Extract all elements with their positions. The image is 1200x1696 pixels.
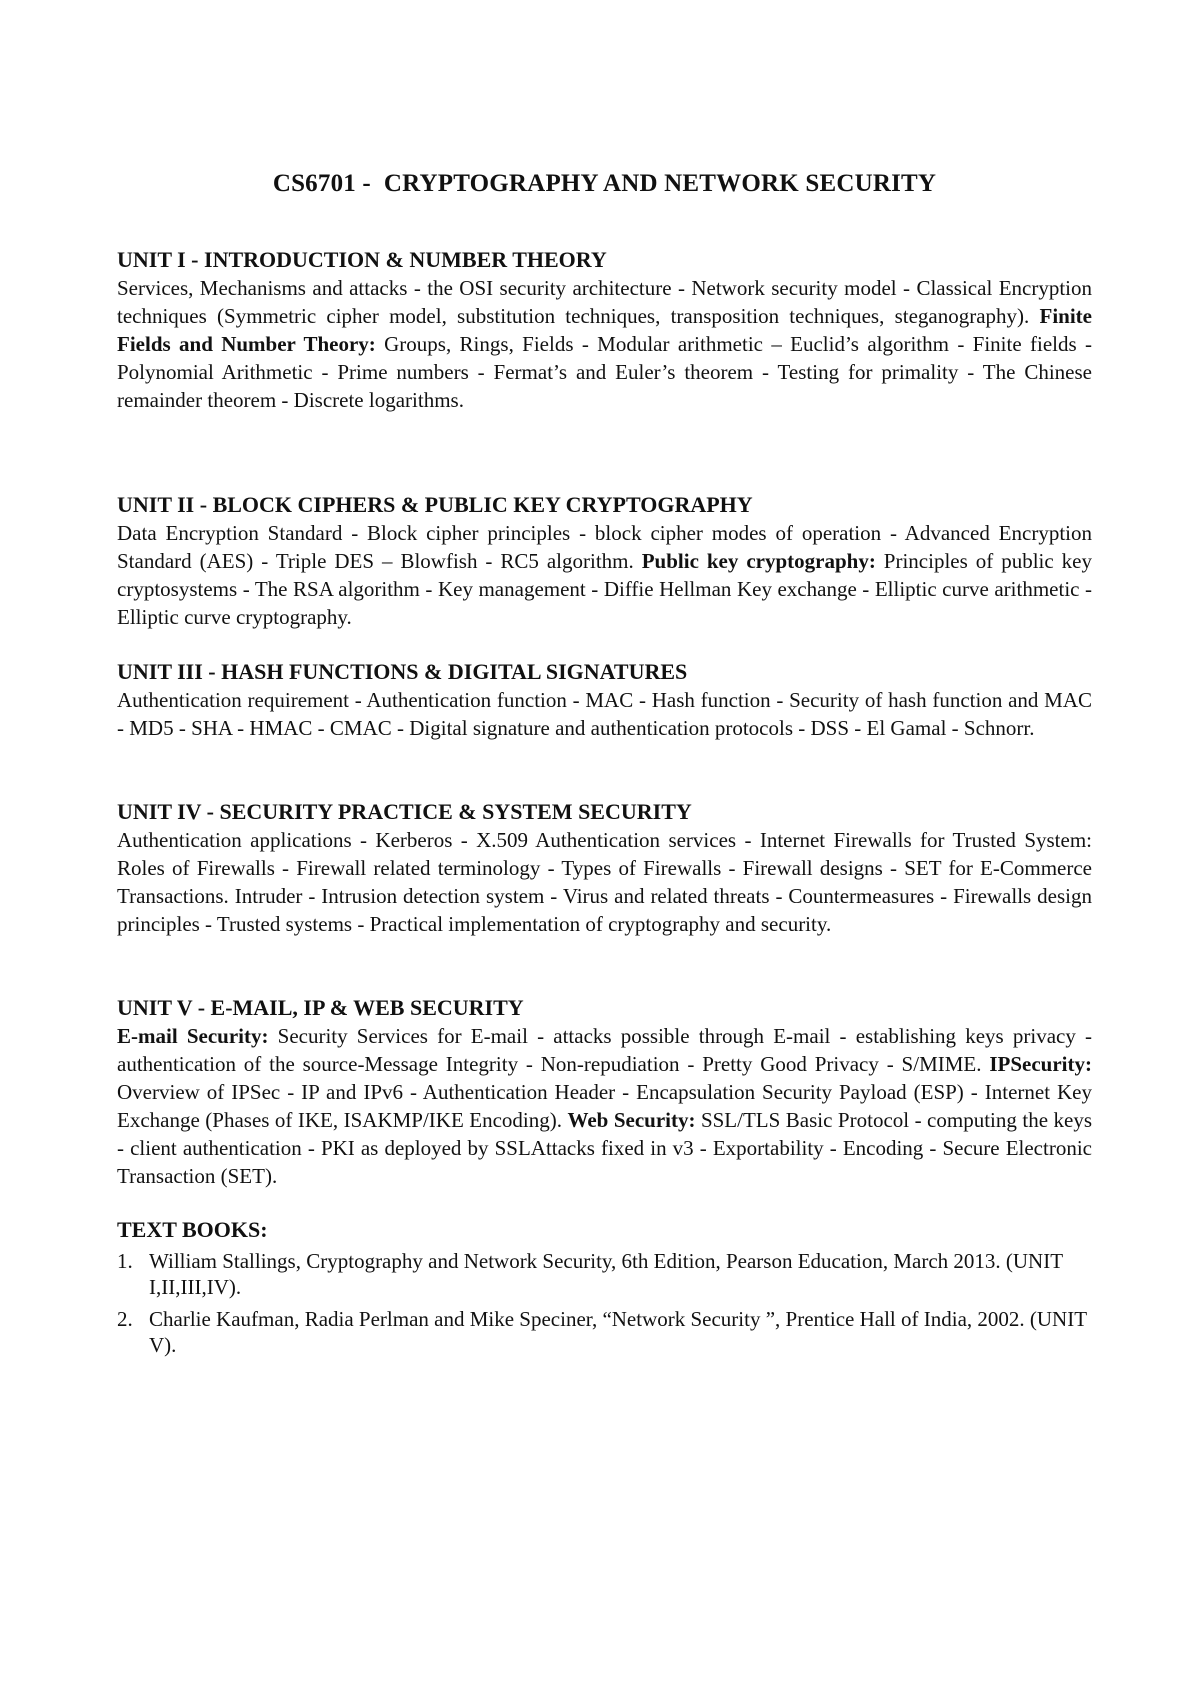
unit-2-text-a: Data Encryption Standard - Block cipher principles - block cipher modes of operation - Advanced Encryption Standard (AES) - Triple DES – Blowfish - RC5 algorithm. [117, 521, 1092, 573]
unit-5-body [117, 1022, 1092, 1190]
unit-1-heading: UNIT I - INTRODUCTION & NUMBER THEORY [117, 247, 607, 272]
unit-1-text-a: Services, Mechanisms and attacks - the OSI security architecture - Network security model - Classical Encryption techniques (Symmetric cipher model, substitution techniques, transposition techniques, steganography). [117, 276, 1092, 328]
text-books-list [117, 1248, 1092, 1358]
unit-3-body: Authentication requirement - Authentication function - MAC - Hash function - Security of hash function and MAC - MD5 - SHA - HMAC - CMAC - Digital signature and authentication protocols - DSS - El Gamal - Schnorr. [117, 688, 1092, 740]
unit-5-heading: UNIT V - E-MAIL, IP & WEB SECURITY [117, 995, 524, 1020]
unit-5-text-a: Security Services for E-mail - attacks possible through E-mail - establishing keys privacy - authentication of the source-Message Integrity - Non-repudiation - Pretty Good Privacy - S/MIME. [117, 1024, 1092, 1076]
unit-2-section [117, 491, 1092, 631]
unit-2-text-b: Principles of public key cryptosystems - The RSA algorithm - Key management - Diffie Hellman Key exchange - Elliptic curve arithmetic - Elliptic curve cryptography. [117, 549, 1092, 629]
list-item [117, 1248, 1092, 1300]
unit-2-bold-a: Public key cryptography: [641, 549, 876, 573]
unit-1-body [117, 274, 1092, 414]
unit-5-text-c: SSL/TLS Basic Protocol - computing the keys - client authentication - PKI as deployed by SSLAttacks fixed in v3 - Exportability - Encoding - Secure Electronic Transaction (SET). [117, 1108, 1092, 1188]
unit-4-body: Authentication applications - Kerberos - X.509 Authentication services - Internet Firewalls for Trusted System: Roles of Firewalls - Firewall related terminology - Types of Firewalls - Firewall designs - SET for E-Commerce Transactions. Intruder - Intrusion detection system - Virus and related threats - Countermeasures - Firewalls design principles - Trusted systems - Practical implementation of cryptography and security. [117, 828, 1092, 936]
list-item-number: 2. [117, 1307, 133, 1331]
unit-4-section [117, 798, 1092, 938]
unit-5-text-b: Overview of IPSec - IP and IPv6 - Authentication Header - Encapsulation Security Payload (ESP) - Internet Key Exchange (Phases of IKE, ISAKMP/IKE Encoding). [117, 1080, 1092, 1132]
text-books-section [117, 1216, 1092, 1364]
list-item-text: Charlie Kaufman, Radia Perlman and Mike Speciner, “Network Security ”, Prentice Hall of India, 2002. (UNIT V). [149, 1307, 1087, 1357]
unit-5-bold-b: IPSecurity: [989, 1052, 1092, 1076]
page-title: CS6701 - CRYPTOGRAPHY AND NETWORK SECURITY [272, 170, 937, 197]
unit-5-bold-c: Web Security: [567, 1108, 696, 1132]
unit-1-section [117, 246, 1092, 414]
unit-2-heading: UNIT II - BLOCK CIPHERS & PUBLIC KEY CRYPTOGRAPHY [117, 492, 753, 517]
unit-4-heading: UNIT IV - SECURITY PRACTICE & SYSTEM SECURITY [117, 799, 692, 824]
unit-3-heading: UNIT III - HASH FUNCTIONS & DIGITAL SIGNATURES [117, 659, 688, 684]
unit-1-bold-a: Finite Fields and Number Theory: [117, 304, 1092, 356]
unit-3-section [117, 658, 1092, 742]
unit-1-text-b: Groups, Rings, Fields - Modular arithmetic – Euclid’s algorithm - Finite fields - Polynomial Arithmetic - Prime numbers - Fermat’s and Euler’s theorem - Testing for primality - The Chinese remainder theorem - Discrete logarithms. [117, 332, 1092, 412]
list-item-number: 1. [117, 1249, 133, 1273]
text-books-heading: TEXT BOOKS: [117, 1217, 268, 1242]
list-item [117, 1306, 1092, 1358]
unit-5-bold-a: E-mail Security: [117, 1024, 269, 1048]
unit-5-section [117, 994, 1092, 1190]
list-item-text: William Stallings, Cryptography and Network Security, 6th Edition, Pearson Education, March 2013. (UNIT I,II,III,IV). [149, 1249, 1063, 1299]
unit-2-body [117, 519, 1092, 631]
